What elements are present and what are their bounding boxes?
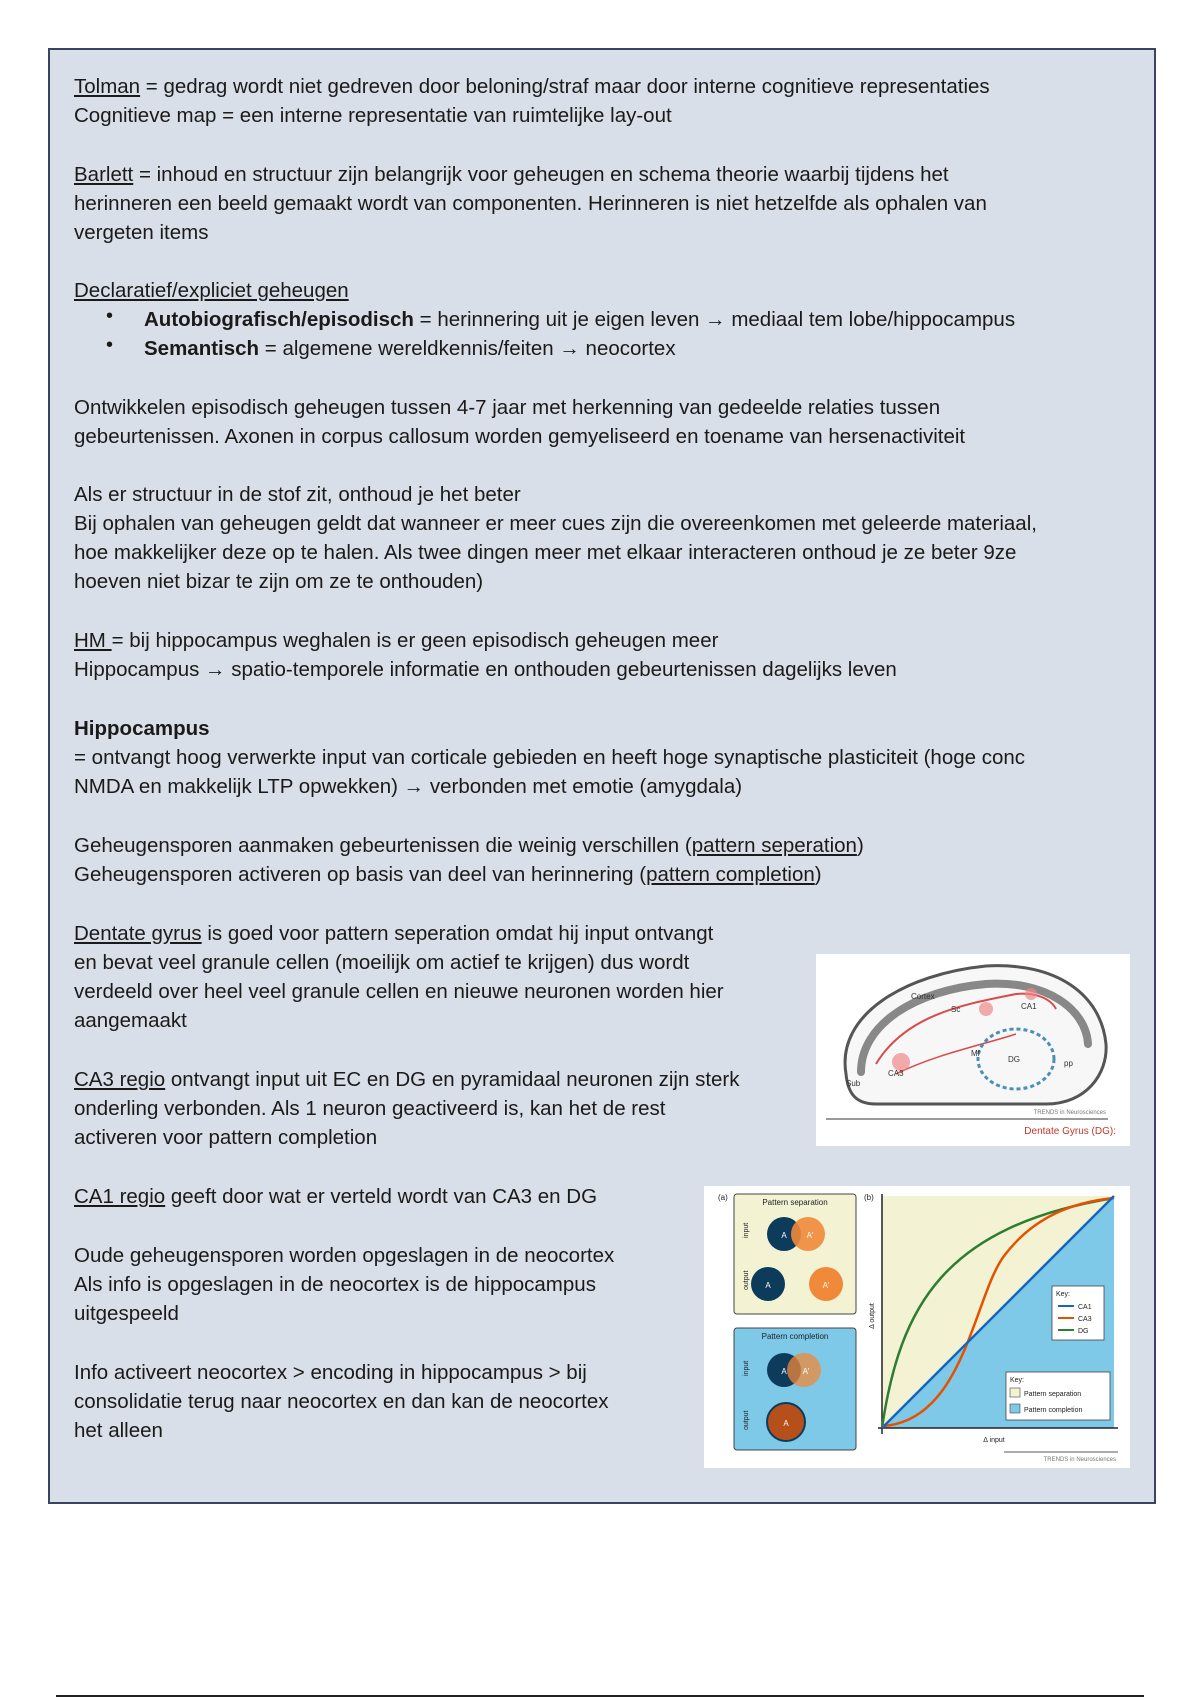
sep-out-node-a2: A' xyxy=(822,1281,830,1290)
key-completion: Pattern completion xyxy=(1024,1407,1083,1414)
ca3-term: CA3 regio xyxy=(74,1068,166,1091)
separation-title: Pattern separation xyxy=(762,1198,828,1207)
bullet-1-def: = herinnering uit je eigen leven → mediaal tem lobe/hippocampus xyxy=(413,308,1016,331)
label-sc: Sc xyxy=(951,1005,961,1014)
comp-node-a2: A' xyxy=(802,1367,810,1376)
oud-line-1: Oude geheugensporen worden opgeslagen in de neocortex xyxy=(74,1244,615,1267)
gs1-post: ) xyxy=(856,834,864,857)
hm-term: HM xyxy=(74,629,112,652)
notes-panel xyxy=(48,48,1156,1504)
figure-caption: Dentate Gyrus (DG): xyxy=(1024,1126,1116,1137)
oud-line-2: Als info is opgeslagen in de neocortex is de hippocampus xyxy=(74,1273,596,1296)
bullet-2-def: = algemene wereldkennis/feiten → neocortex xyxy=(259,337,676,360)
bullet-2 xyxy=(144,334,676,363)
sep-output-label: output xyxy=(743,1270,750,1290)
footer-divider xyxy=(56,1695,1144,1697)
key-separation: Pattern separation xyxy=(1024,1391,1082,1398)
sep-out-node-a: A xyxy=(765,1281,771,1290)
completion-title: Pattern completion xyxy=(761,1332,829,1341)
dg-def: is goed voor pattern seperation omdat hij input ontvangt xyxy=(201,922,714,945)
struct-line-4: hoeven niet bizar te zijn om ze te onthouden) xyxy=(74,570,484,593)
bullet-2-term: Semantisch xyxy=(144,337,260,360)
dg-line-2: en bevat veel granule cellen (moeilijk om actief te krijgen) dus wordt xyxy=(74,951,690,974)
barlett-line-3: vergeten items xyxy=(74,221,209,244)
info-line-3: het alleen xyxy=(74,1419,163,1442)
key-curves-title: Key: xyxy=(1056,1291,1071,1298)
barlett-line-2: herinneren een beeld gemaakt wordt van componenten. Herinneren is niet hetzelfde als ophalen van xyxy=(74,192,987,215)
label-ca1: CA1 xyxy=(1021,1002,1037,1011)
struct-line-3: hoe makkelijker deze op te halen. Als twee dingen meer met elkaar interacteren onthoud je ze beter 9ze xyxy=(74,541,1017,564)
comp-out-node-a: A xyxy=(783,1419,789,1428)
geheugensporen-2 xyxy=(74,860,822,889)
pattern-source: TRENDS in Neurosciences xyxy=(1043,1457,1116,1463)
hippocampus-figure xyxy=(816,954,1130,1146)
declarative-heading: Declaratief/expliciet geheugen xyxy=(74,279,349,302)
hippocampus-heading: Hippocampus xyxy=(74,717,210,740)
hippo-def-2: NMDA en makkelijk LTP opwekken) → verbonden met emotie (amygdala) xyxy=(74,775,743,798)
struct-line-2: Bij ophalen van geheugen geldt dat wanneer er meer cues zijn die overeenkomen met geleerde materiaal, xyxy=(74,512,1037,535)
key-ca1: CA1 xyxy=(1078,1304,1092,1311)
barlett-term: Barlett xyxy=(74,163,134,186)
ca1-line xyxy=(74,1182,597,1211)
figure-source: TRENDS in Neurosciences xyxy=(1033,1110,1106,1116)
x-axis-label: Δ input xyxy=(983,1437,1005,1444)
cogmap-line: Cognitieve map = een interne representatie van ruimtelijke lay-out xyxy=(74,104,672,127)
bullet-1-term: Autobiografisch/episodisch xyxy=(144,308,414,331)
label-sub: Sub xyxy=(846,1079,861,1088)
pattern-diagram xyxy=(704,1186,1130,1468)
key-ca3: CA3 xyxy=(1078,1316,1092,1323)
bullet-dot-1: • xyxy=(106,305,114,327)
ca3-line-1 xyxy=(74,1065,740,1094)
key-dg: DG xyxy=(1078,1328,1089,1335)
dg-line-3: verdeeld over heel veel granule cellen en nieuwe neuronen worden hier xyxy=(74,980,724,1003)
bullet-1 xyxy=(144,305,1015,334)
dg-line-1 xyxy=(74,919,713,948)
bullet-dot-2: • xyxy=(106,334,114,356)
pattern-completion-term: pattern completion xyxy=(646,863,815,886)
panel-a-label: (a) xyxy=(718,1193,728,1202)
struct-line-1: Als er structuur in de stof zit, onthoud je het beter xyxy=(74,483,521,506)
info-line-1: Info activeert neocortex > encoding in hippocampus > bij xyxy=(74,1361,587,1384)
info-line-2: consolidatie terug naar neocortex en dan kan de neocortex xyxy=(74,1390,609,1413)
gs1-pre: Geheugensporen aanmaken gebeurtenissen die weinig verschillen ( xyxy=(74,834,692,857)
ca3-line-3: activeren voor pattern completion xyxy=(74,1126,378,1149)
label-cortex: Cortex xyxy=(911,992,935,1001)
y-axis-label: Δ output xyxy=(869,1303,876,1329)
tolman-term: Tolman xyxy=(74,75,141,98)
gs2-pre: Geheugensporen activeren op basis van deel van herinnering ( xyxy=(74,863,647,886)
geheugensporen-1 xyxy=(74,831,864,860)
comp-input-label: input xyxy=(743,1360,750,1376)
sep-node-a: A xyxy=(781,1231,787,1240)
gs2-post: ) xyxy=(814,863,822,886)
key-regions-title: Key: xyxy=(1010,1377,1025,1384)
oud-line-3: uitgespeeld xyxy=(74,1302,179,1325)
ca3-line-2: onderling verbonden. Als 1 neuron geactiveerd is, kan het de rest xyxy=(74,1097,666,1120)
pattern-figure xyxy=(704,1186,1130,1468)
dg-term: Dentate gyrus xyxy=(74,922,202,945)
ontw-line-1: Ontwikkelen episodisch geheugen tussen 4-7 jaar met herkenning van gedeelde relaties tussen xyxy=(74,396,941,419)
hm-def: = bij hippocampus weghalen is er geen episodisch geheugen meer xyxy=(111,629,719,652)
sep-node-a2: A' xyxy=(806,1231,814,1240)
hm-line xyxy=(74,626,718,655)
ca3-def: ontvangt input uit EC en DG en pyramidaal neuronen zijn sterk xyxy=(165,1068,740,1091)
dg-line-4: aangemaakt xyxy=(74,1009,187,1032)
tolman-def: = gedrag wordt niet gedreven door beloning/straf maar door interne cognitieve representaties xyxy=(140,75,990,98)
label-pp: pp xyxy=(1064,1059,1073,1068)
hippo-def-1: = ontvangt hoog verwerkte input van corticale gebieden en heeft hoge synaptische plasticiteit (hoge conc xyxy=(74,746,1026,769)
label-dg: DG xyxy=(1008,1055,1020,1064)
hippocampus-diagram xyxy=(816,954,1130,1146)
pattern-separation-term: pattern seperation xyxy=(691,834,857,857)
panel-b-label: (b) xyxy=(864,1193,874,1202)
comp-node-a: A xyxy=(781,1367,787,1376)
hippo-line: Hippocampus → spatio-temporele informatie en onthouden gebeurtenissen dagelijks leven xyxy=(74,658,897,681)
barlett-line-1 xyxy=(74,160,949,189)
ca1-def: geeft door wat er verteld wordt van CA3 en DG xyxy=(165,1185,598,1208)
comp-output-label: output xyxy=(743,1410,750,1430)
ontw-line-2: gebeurtenissen. Axonen in corpus callosum worden gemyeliseerd en toename van hersenactiviteit xyxy=(74,425,966,448)
label-mf: Mf xyxy=(971,1049,980,1058)
sep-input-label: input xyxy=(743,1222,750,1238)
ca1-term: CA1 regio xyxy=(74,1185,166,1208)
tolman-line xyxy=(74,72,990,101)
label-ca3: CA3 xyxy=(888,1069,904,1078)
barlett-def: = inhoud en structuur zijn belangrijk voor geheugen en schema theorie waarbij tijdens het xyxy=(133,163,949,186)
